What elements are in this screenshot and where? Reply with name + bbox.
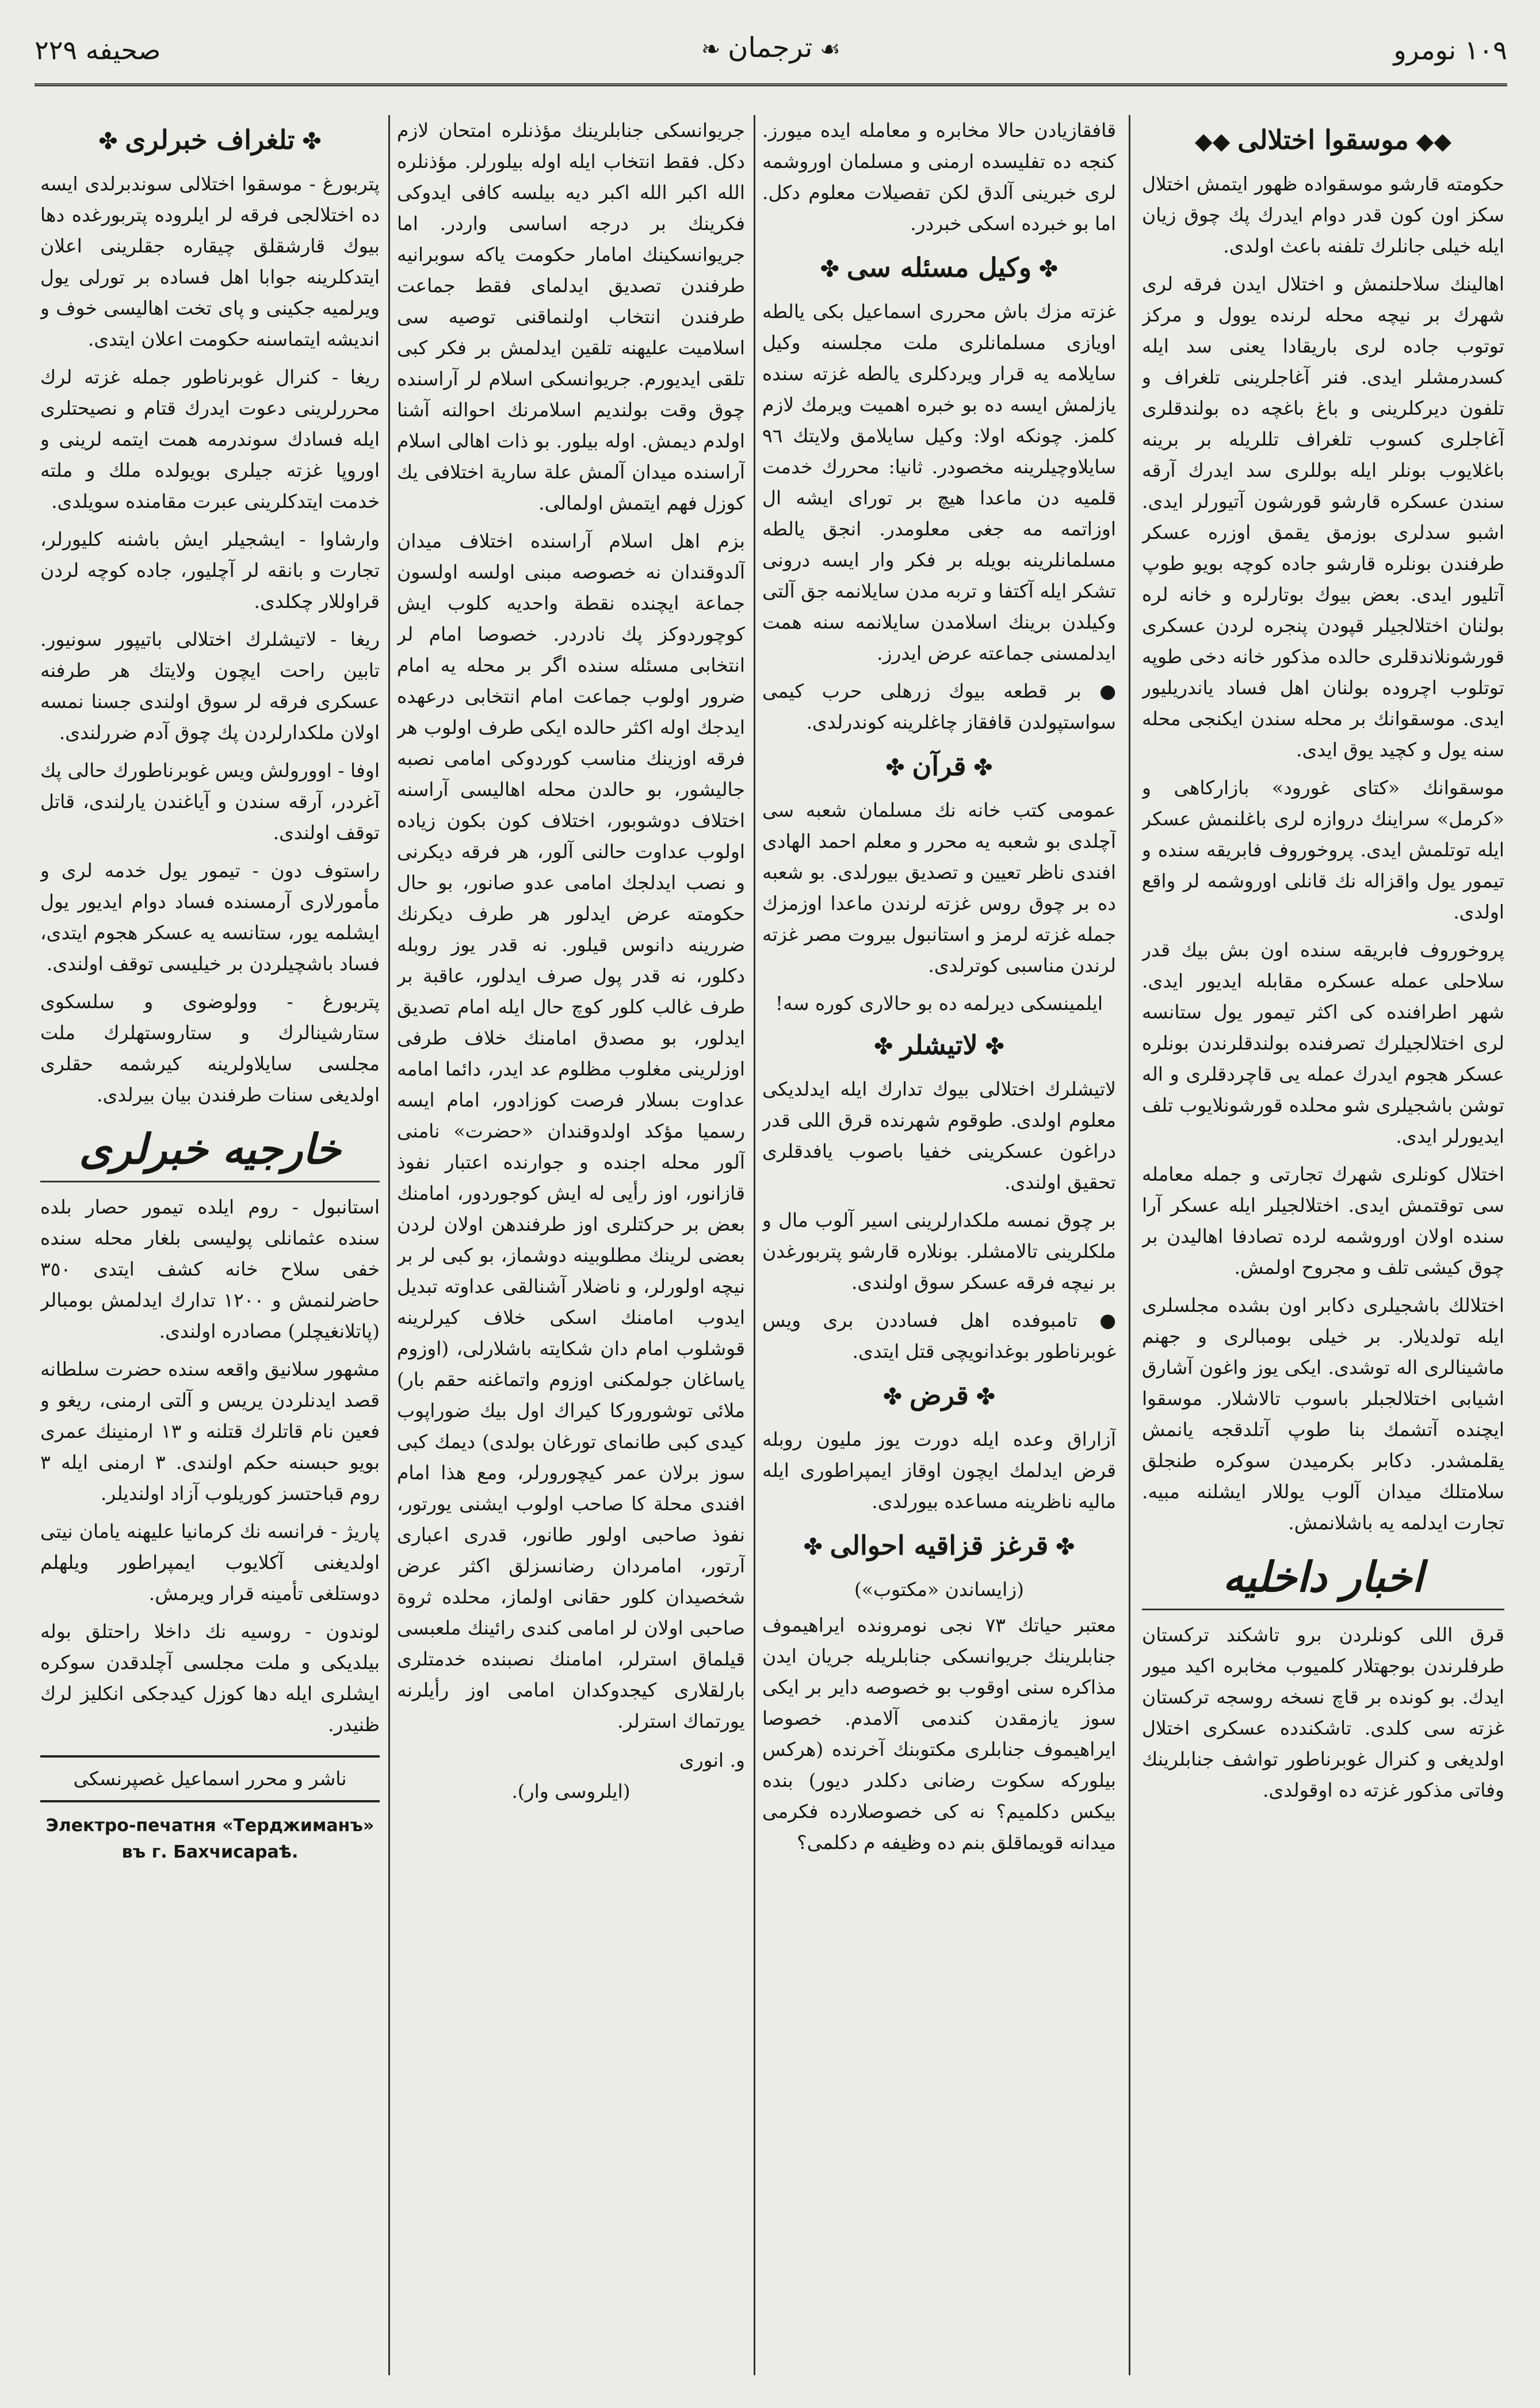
local-news-heading: اخبار داخليه — [1142, 1545, 1504, 1610]
quran-heading: ✤ قرآن ✤ — [885, 751, 993, 782]
paragraph: استانبول - روم ايلده تيمور حصار بلده سنده عثمانلى پوليسى بلغار محله سنده خفى سلاح خانه كشف ايتدى ٣٥٠ حاضرلنمش و ١٢٠٠ تدارك ايدلمش بومبالر (پاتلانغيچلر) مصادره اولندى. — [40, 1196, 380, 1342]
paragraph: پروخوروف فابريقه سنده اون بش بيك قدر سلاحلى عمله عسكره مقابله ايديور ايدى. شهر اطرافنده كى اكثر تيمور يول ستانسه لرى اختلالجيلرك تصرفنده بولندقلرندن بونلره عسكر هجوم ايدرك عمله يى قاچردقلرى و اله توشن باشجيلرى شو محلده قورشونلايوب تلف ايديورلر ايدى. — [1142, 939, 1504, 1147]
print-line: Электро-печатня «Терджиманъ» — [45, 1816, 375, 1836]
ornament-icon: ◆◆ — [1408, 128, 1452, 155]
signature-row — [397, 1745, 745, 1776]
paragraph: ريغا - لاتيشلرك اختلالى باتيپور سونيور. تابين راحت ايچون ولايتك هر طرفنه عسكرى فرقه لر سوق اولندى جسنا نمسه اولان ملكدارلردن پك چوق آدم ضررلندى. — [40, 628, 380, 744]
paragraph: آزاراق وعده ايله دورت يوز مليون روبله قرض ايدلمك ايچون اوقاز ايمپراطورى ايله ماليه ناظرينه مساعده بيورلدى. — [762, 1428, 1116, 1513]
publisher-box: ناشر و محرر اسماعيل غصپرنسكى — [40, 1755, 380, 1802]
column-article — [397, 115, 745, 2375]
paragraph: مشهور سلانيق واقعه سنده حضرت سلطانه قصد ايدنلردن يريس و آلتى ارمنى، ريغو و فعين نام قاتلرك قتلنه و ١٣ ارمنينك عمرى بويو حبسنه حكم اولندى. ٣ ارمنى ايله ٣ روم قباحتسز كوريلوب آزاد اولنديلر. — [40, 1358, 380, 1504]
paragraph: موسقوانك «كتاى غورود» بازاركاهى و «كرمل» سراينك دروازه لرى باغلنمش عسكر ايله توتلمش ايدى. پروخوروف فابريقه سنده و تيمور يول واقزاله نك قانلى اوروشمه لر واقع اولدى. — [1142, 776, 1504, 923]
masthead — [35, 29, 1507, 92]
paragraph: بزم اهل اسلام آراسنده اختلاف ميدان آلدوقندان نه خصوصه مبنى اولسه اولسون جماعة ايچنده نقطة واحديه كلوب ايش كوچوردوكز پك نادردر. خصوصا امام لر انتخابى مسئله سنده اگر بر محله يه امام ضرور اولوب جماعت امام انتخابى درعهده ايدجك اوله اكثر حالده ايكى طرف اولوب هر فرقه اوزينك مناسب كوردوكى امامى نصبه جاليشور، بو حالدن محله اهاليسى آراسنه اختلاف دوشوبور، اختلاف كون بكون زياده اولوب عداوت حالنى آلور، هر فرقه ديكرنى و نصب ايدلجك امامى عدو صانور، بو حال حكومته عرض ايدلور هر طرف ديكرنك ضررينه دانوس قيلور. نه قدر يوز روبله دكلور، نه قدر پول صرف ايدلور، عاقبة بر طرف غالب كلور كوچ حال ايله امام تصديق ايدلور، بو مصدق امامنك خلاف طرفى اوزلرينى مغلوب مظلوم عد ايدر، دائما امامه عداوت بسلار فرصت كوزادور، امام ايسه رسميا مؤكد اولدوقندان «حضرت» نامنى آلور محله اجنده و جوارنده اعتبار نفوذ قازانور، اوز رأيى له ايش كوجوردور، امامنك بعض بر حركتلرى اوز طرفندهن اولان لردن بعضى لرينك مطلوبينه دوشماز، بو كبى لر بر نيچه اولورلر، و ناضلار آشنالقى عداوته تبديل ايدوب امامنك اسكى خلاف كيرلرينه قوشلوب امام دان شكايته باشلارلى، (اوزوم ياساغان جولمكنى اوزوم واتماغنه حقم بار) ملائى توشوروركا كيراك اول بيك ضوراپوب كيدى كبى طانماى تورغان بولدى) ديمك كبى سوز برلان عمر كيچورورلر، ومع هذا امام افندى محلة كا صاحب اولوب ايشنى يورتور، نفوذ صاحبى اولور طانور، قدرى اعبارى آرتور، امامردان رضانسزلق اكثر عرض شخصيدان كلور حقانى اولماز، محلده ثروة صاحبى اولان لر امامى كندى رائينك ملعبسى قيلماق استرلر، امامنك نصبنده خدمتلرى بارلقلارى كيجدوكدان امامى اوز رأيلرنه يورتماك استرلر. — [397, 530, 745, 1732]
paragraph: اختلال كونلرى شهرك تجارتى و جمله معامله سى توقتمش ايدى. اختلالجيلر ايله عسكر آرا سنده اولان اوروشمه لرده تصادفا اهاليدن بر چوق كيشى تلف و مجروح اولمش. — [1142, 1163, 1504, 1278]
issue-number: ١٠٩ نومرو — [1393, 35, 1507, 66]
latvia-heading: ✤ لاتيشلر ✤ — [873, 1029, 1005, 1061]
masthead-divider — [35, 83, 1507, 86]
ornament-icon: ☙ — [812, 36, 840, 63]
ornament-icon: ✤ — [295, 128, 322, 155]
paragraph: پتربورغ - موسقوا اختلالى سوندبرلدى ايسه ده اختلالجى فرقه لر ايلروده پتربورغده دها بيوك قارشقلق چيقاره جقلرينى اعلان ايتدكلرينه جوابا اهل فساده بر تورلى يول ويرلميه جكينى و پاى تخت اهاليسى خوف و انديشه ايتماسنه حكومت اعلان ايتدى. — [40, 173, 380, 350]
paragraph: ● تامبوفده اهل فساددن برى ويس غوبرناطور بوغدانويچى قتل ايتدى. — [762, 1309, 1116, 1362]
newspaper-title: ❧ ترجمان ☙ — [701, 32, 840, 64]
column-divider — [388, 115, 390, 2375]
ornament-icon: ✤ — [873, 1033, 901, 1060]
ornament-icon: ✤ — [820, 256, 847, 282]
subheading: (زايساندن «مكتوب») — [854, 1578, 1025, 1601]
paragraph: قافقازيادن حالا مخابره و معامله ايده ميورز. كنجه ده تفليسده ارمنى و مسلمان اوروشمه لرى خبرينى آلدق لكن تفصيلات معلوم دكل. اما بو خبرده اسكى خبردر. — [762, 119, 1116, 235]
paragraph: وارشاوا - ايشجيلر ايش باشنه كليورلر، تجارت و بانقه لر آچليور، جاده كوچه لردن قراوللار چكلدى. — [40, 528, 380, 612]
paragraph: بر چوق نمسه ملكدارلرينى اسير آلوب مال و ملكلرينى تالامشلر. بونلاره قارشو پتربورغدن بر نيچه فرقه عسكر سوق اولندى. — [762, 1209, 1116, 1293]
ornament-icon: ✤ — [98, 128, 125, 155]
paragraph: غزته مزك باش محررى اسماعيل بكى يالطه اويازى مسلمانلرى ملت مجلسنه وكيل سايلامه يه قرار ويردكلرى يالطه غزته سنده يازلمش ايسه ده بو خبره اهميت ويرمك لازم كلمز. چونكه اولا: وكيل سايلامق ولايتك ٩٦ سايلاوچيلرينه مخصودر. ثانيا: محررك خدمت قلميه دن ماعدا هيچ بر توراى ايشه ال اوزاتمه مه جغى معلومدر. انجق يالطه مسلمانلرينه بويله بر فكر وار ايسه درونى تشكر ايله آكتفا و تربه مدن سايلانمه جق آلتى وكيلدن برينك اسلامدن سايلانمه سنه همت ايدلمسنى جماعته عرض ايدرز. — [762, 300, 1116, 664]
paragraph: لاتيشلرك اختلالى بيوك تدارك ايله ايدلديكى معلوم اولدى. طوقوم شهرنده قرق اللى قدر دراغون عسكرينى خفيا باصوب يافدقلرى تحقيق اولندى. — [762, 1078, 1116, 1193]
paragraph: ● بر قطعه بيوك زرهلى حرب كيمى سواستپولدن قافقاز چاغلرينه كوندرلدى. — [762, 680, 1116, 733]
signature: و. انورى — [679, 1749, 745, 1771]
column-news — [762, 115, 1116, 2375]
ornament-icon: ✤ — [1031, 256, 1058, 282]
wakil-heading: ✤ وكيل مسئله سى ✤ — [820, 252, 1058, 283]
column-telegraph — [40, 115, 380, 2375]
paragraph: اهالينك سلاحلنمش و اختلال ايدن فرقه لرى شهرك بر نيچه محله لرنده يوول و مركز توتوب جاده لرى باريقادا يعنى سد ايله كسدرمشلر ايدى. فنر آغاجلرينى تلغراف و تلفون ديركلرينى و باغ باغچه ده بولندقلرى آغاجلرى كسوب تلغراف تللريله بر برينه باغلايوب بونلر ايله بوللرى سد ايدرك آرقه سندن عسكره قارشو قورشون آتيورلر ايدى. اشبو سدلرى بوزمق يقمق اوزره عسكر طرفندن بونلره قارشو جاده كوچه بويو طوپ آتليور ايدى. بعض بيوك بوتارلره و خانه لره بولنان اختلالجيلر قپودن پنجره لردن عسكرى قورشونلاندقلرى حالده مذكور خانه دخى طوپه توتلوب اچروده بولنان اهل فساد ياندريليور ايدى. موسقوانك بر محله سندن ايكنجى محله سنه يول و كچيد يوق ايدى. — [1142, 273, 1504, 761]
ornament-icon: ✤ — [803, 1534, 830, 1560]
column-moscow — [1142, 115, 1504, 2375]
ornament-icon: ✤ — [968, 1384, 996, 1410]
column-divider — [754, 115, 755, 2375]
ornament-icon: ❧ — [701, 36, 728, 63]
paragraph: قرق اللى كونلردن برو تاشكند تركستان طرفلرندن بوجهتلار كلميوب مخابره اكيد ميور ايدك. بو كونده بر قاچ نسخه روسجه تركستان غزته سى كلدى. تاشكندده عسكرى اختلال اولديغى و كنرال غوبرناطور تواشف جنابلرينك وفاتى مذكور غزته ده اوقولدى. — [1142, 1624, 1504, 1801]
ornament-icon: ✤ — [885, 755, 912, 781]
moscow-heading: ◆◆ موسقوا اختلالى ◆◆ — [1194, 124, 1452, 155]
telegraph-heading: ✤ تلغراف خبرلرى ✤ — [98, 124, 322, 155]
paragraph: اختلالك باشجيلرى دكابر اون بشده مجلسلرى ايله تولديلار. بر خيلى بومبالرى و جهنم ماشينالرى اله توشدى. ايكى يوز واغون آشارق اشيابى اختلالجبلر باسوب تالاشلار. موسقوا ايچنده آتشمك بنا طوپ آتلدقجه يانمش يقلمشدر. دكابر بكرميدن سوكره طنجلق سلامتلك ميدان آلوب يوللار ايشلنه مبيه. تجارت ايدلمه يه باشلانمش. — [1142, 1294, 1504, 1534]
paragraph: معتبر حياتك ٧٣ نجى نومرونده ايراهيموف جنابلرينك جريوانسكى جنابلريله جريان ايدن مذاكره سنى اوقوب بو خصوصه داير بر ايكى سوز يازمقدن كندمى آلامدم. خصوصا ايراهيموف جنابلرى مكتوبنك آخرنده (هركس بيلوركه سكوت رضانى دكلدر ديور) بنده بيكس دكلميم؟ نه كى خصوصلارده فكرمى ميدانه قويماقلق بنم ده وظيفه م دكلمى؟ — [762, 1614, 1116, 1854]
paragraph: حكومته قارشو موسقواده ظهور ايتمش اختلال سكز اون كون قدر دوام ايدرك پك چوق زيان ايله خيلى جانلرك تلفنه باعث اولدى. — [1142, 173, 1504, 257]
note: ايلمينسكى ديرلمه ده بو حالارى كوره سه! — [775, 992, 1103, 1015]
print-line: въ г. Бахчисараѣ. — [121, 1842, 299, 1862]
continuation-note: (ايلروسى وار). — [511, 1780, 630, 1802]
ornament-icon: ✤ — [966, 755, 993, 781]
paragraph: پاريژ - فرانسه نك كرمانيا عليهنه يامان نيتى اولديغنى آكلايوب ايمپراطور ويلهلم دوستلغى تأمينه قرار ويرمش. — [40, 1520, 380, 1605]
paragraph: راستوف دون - تيمور يول خدمه لرى و مأمورلارى آرمسنده فساد دوام ايديور يول ايشلمه يور، ستانسه يه عسكر هجوم ايتدى، فساد باشچيلردن بر خيليسى توقف اولندى. — [40, 859, 380, 975]
kyrgyz-heading: ✤ قرغز قزاقيه احوالى ✤ — [803, 1530, 1075, 1561]
foreign-news-heading: خارجيه خبرلرى — [40, 1117, 380, 1182]
loan-heading: ✤ قرض ✤ — [882, 1380, 996, 1411]
ornament-icon: ✤ — [1048, 1534, 1075, 1560]
printing-house — [40, 1813, 380, 1866]
paragraph: جريوانسكى جنابلرينك مؤذنلره امتحان لازم دكل. فقط انتخاب ايله اوله بيلورلر. مؤذنلره الله اكبر الله اكبر ديه بيلسه كافى ايدوكى فكرينك بر درجه اساسى واردر. اما جريوانسكينك امامار حكومت ياكه سوبرانيه طرفندن تصديق ايدلماى فقط جماعت طرفندن انتخاب اولنماقنى توصيه سى اسلاميت عليهنه تلقين ايدلمش بر فكر كبى تلقى ايديورم. جريوانسكى اسلام لر آراسنده چوق وقت بولنديم اسلامرنك احوالنه آشنا اولدم ديمش. اوله بيلور. بو ذات اهالى اسلام آراسنده ميدان آلمش علة سارية اختلافى يك كوزل فهم ايتمش اولمالى. — [397, 119, 745, 514]
paragraph: لوندون - روسيه نك داخلا راحتلق بوله بيلديكى و ملت مجلسى آچلدقدن سوكره ايشلرى ايله دها كوزل كيدجكى انكليز لرك ظنيدر. — [40, 1620, 380, 1736]
ornament-icon: ✤ — [882, 1384, 910, 1410]
paragraph: ريغا - كنرال غوبرناطور جمله غزته لرك محررلرينى دعوت ايدرك قتام و نصيحتلرى ايله فسادك سوندرمه همت ايتمه لرينى و اوروپا غزته جيلرى بويولده ملك و ملته خدمت ايتدكلرينى عبرت مقامنده سويلدى. — [40, 366, 380, 512]
paragraph: اوفا - اوورولش ويس غوبرناطورك حالى پك آغردر، آرقه سندن و آياغندن يارلندى، قاتل توقف اولندى. — [40, 759, 380, 844]
page-label: صحيفه ٢٢٩ — [35, 35, 161, 66]
ornament-icon: ✤ — [977, 1033, 1005, 1060]
ornament-icon: ◆◆ — [1194, 128, 1238, 155]
paragraph: پتربورغ - وولوضوى و سلسكوى ستارشينالرك و ستاروستهلرك ملت مجلسى سايلاولرينه كيرشمه حقلرى اولديغى سنات طرفندن بيان بيرلدى. — [40, 990, 380, 1106]
paragraph: عمومى كتب خانه نك مسلمان شعبه سى آچلدى بو شعبه يه محرر و معلم احمد الهادى افندى ناظر تعيين و تصديق بيورلدى. بو شعبه ده بر چوق روس غزته لرندن ماعدا اوزمزك جمله غزته لرمز و استانبول بيروت مصر غزته لرندن مناسبى كوترلدى. — [762, 799, 1116, 977]
column-divider — [1129, 115, 1130, 2375]
